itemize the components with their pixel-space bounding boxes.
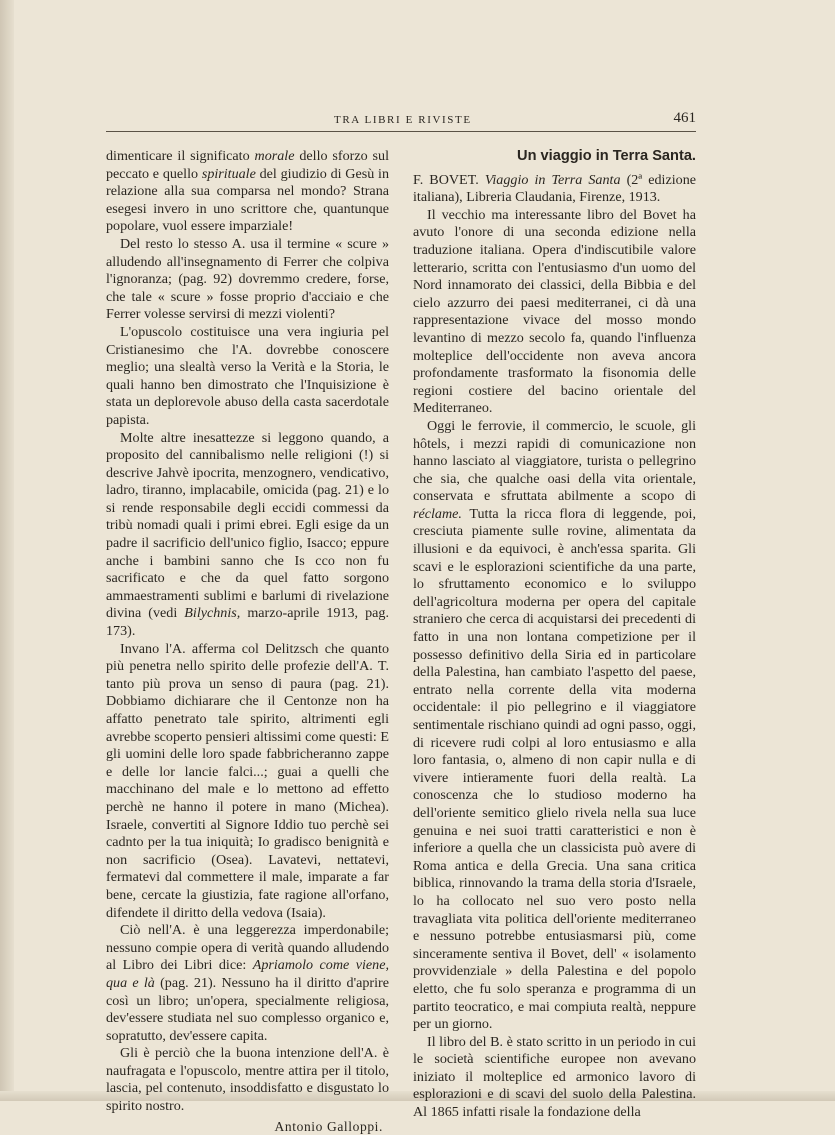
page-left-shadow	[0, 0, 14, 1101]
italic-run: Bilychnis,	[184, 605, 241, 622]
book-citation	[413, 172, 696, 207]
right-paragraph-2	[413, 418, 696, 1034]
text-run: marzo-aprile 1913, pag. 173).	[106, 605, 389, 640]
italic-run: morale	[254, 148, 295, 164]
running-title: TRA LIBRI E RIVISTE	[334, 114, 472, 126]
text-run: Tutta la ricca flora di leggende, poi, cresciuta piamente sulle rovine, alimentata da illusioni e da equivoci, è anch'essa sparita. Gli scavi e le esplorazioni scientifiche da una parte, lo sfruttamento economico e lo sviluppo dell'agricoltura moderna per opera del capitale straniero che cerca di acquistarsi dei precedenti di fatto in una non lontana competizione per il possesso definitivo della Siria ed in particolare della Palestina, han cambiato l'aspetto del paese, entrato nella corrente della vita moderna occidentale: il pio pellegrino e il viaggiatore sentimentale rischiano quindi ad ogni passo, oggi, di ricevere rudi colpi al loro entusiasmo e alla loro fantasia, o, almeno di non capir nulla e di vivere intieramente fuori della realtà. La conoscenza che lo studioso moderno ha dell'oriente semitico glielo rivela nella sua luce genuina e nei suoi tratti caratteristici e non è inferiore a quella che un classicista può avere di Roma antica e della Grecia. Una sana critica biblica, rinnovando la trama della storia d'Israele, lo ha collocato nel suo vero posto nella travagliata vita politica dell'oriente mediterraneo e nessuno potrebbe entusiasmarsi più, come sinceramente sentiva il Bovet, dell' « isolamento provvidenziale » della Palestina e del popolo eletto, che fu solo speranza e programma di un partito teocratico, e mai compiuta realtà, neppure per un giorno.	[413, 505, 696, 1033]
text-run: F. BOVET.	[413, 171, 485, 188]
italic-run: spirituale	[201, 165, 256, 182]
left-paragraph-6	[106, 922, 389, 1045]
right-paragraph-3: Il libro del B. è stato scritto in un periodo in cui le società scientifiche europee non avevano iniziato il molteplice ed armonico lavoro di esplorazioni e di scavi del suolo della Palestina. Al 1865 infatti risale la fondazione della	[413, 1033, 696, 1121]
left-paragraph-3: L'opuscolo costituisce una vera ingiuria pel Cristianesimo che l'A. dovrebbe conoscere meglio; una slealtà verso la Verità e la Storia, le quali hanno ben dimostrato che l'Inquisizione è stata un deplorevole abuso della casta sacerdotale papista.	[106, 323, 389, 428]
left-column	[106, 148, 389, 1135]
italic-run: Apriamolo come viene, qua e là	[106, 957, 389, 991]
text-run: dimenticare il significato	[106, 148, 255, 164]
left-paragraph-2: Del resto lo stesso A. usa il termine « scure » alludendo all'insegnamento di Ferrer che colpiva l'ignoranza; (pag. 92) dovremmo credere, forse, che tale « scure » fosse proprio d'acciaio e che Ferrer volesse servirsi di mezzi violenti?	[106, 235, 389, 323]
right-paragraph-1: Il vecchio ma interessante libro del Bovet ha avuto l'onore di una seconda edizione nella traduzione italiana. Opera d'indiscutibile valore letterario, scritta con l'entusiasmo d'un uomo del Nord innamorato dei classici, della Bibbia e del cielo azzurro dei paesi mediterranei, ci dà una rappresentazione vivace del mosso mondo levantino di mezzo secolo fa, quando l'influenza molteplice dell'occidente non aveva ancora profondamente trasformato la fisonomia delle regioni costiere del bacino orientale del Mediterraneo.	[413, 206, 696, 417]
text-run: (2ª edizione italiana), Libreria Claudania, Firenze, 1913.	[413, 171, 696, 206]
header-rule	[106, 131, 696, 132]
text-run: dello sforzo sul peccato e quello	[106, 148, 389, 182]
italic-run: Viaggio in Terra Santa	[484, 171, 621, 188]
text-run: Molte altre inesattezze si leggono quando, a proposito del cannibalismo nelle religioni (!) si descrive Jahvè ipocrita, menzognero, vendicativo, ladro, tiranno, implacabile, omicida (pag. 21) e lo si rende responsabile degli eccidi commessi da tribù nomadi quali i primi ebrei. Egli esige da un padre il sacrificio dell'unico figlio, Isacco; eppure anche i bambini sanno che Is cco non fu sacrificato e che da quel fatto sorgono ammaestramenti sublimi e barlumi di rivelazione divina (vedi	[106, 429, 389, 622]
right-column	[413, 148, 696, 1122]
left-paragraph-5: Invano l'A. afferma col Delitzsch che quanto più penetra nello spirito delle profezie dell'A. T. tanto più prova un senso di paura (pag. 21). Dobbiamo dichiarare che il Centonze non ha affatto penetrato tale spirito, altrimenti egli avrebbe scoperto pensieri altissimi come questi: E gli uomini delle loro spade fabbricheranno zappe e delle lor lancie falci...; guai a quelli che macchinano del male e lo mettono ad effetto perchè ne hanno il potere in mano (Michea). Israele, convertiti al Signore Iddio tuo perchè sei cadnto per la tua iniquità; Io gradisco benignità e non sacrificio (Osea). Lavatevi, nettatevi, fermatevi dal commettere il male, imparate a far bene, cercate la giustizia, fate ragione all'orfano, difendete il diritto della vedova (Isaia).	[106, 640, 389, 921]
text-run: (pag. 21). Nessuno ha il diritto d'aprire così un libro; un'opera, specialmente religiosa, dev'essere studiata nel suo complesso organico e, sopratutto, dev'essere capita.	[106, 974, 389, 1044]
author-signature: Antonio Galloppi.	[274, 1118, 383, 1134]
text-run: Ciò nell'A. è una leggerezza imperdonabile; nessuno compie opera di verità quando alludendo al Libro dei Libri dice:	[106, 922, 389, 974]
text-run: Oggi le ferrovie, il commercio, le scuole, gli hôtels, i mezzi rapidi di comunicazione non hanno lasciato al viaggiatore, turista o pellegrino che sia, che qualche oasi della vita orientale, conservata e sfruttata abilmente a scopo di	[413, 417, 696, 505]
italic-run: réclame.	[413, 505, 462, 522]
page-number: 461	[673, 110, 696, 126]
text-run: del giudizio di Gesù in relazione alla sua comparsa nel mondo? Strana esegesi invero in uno scrittore che, quantunque popolare, vuol essere imparziale!	[106, 165, 389, 235]
running-header	[106, 110, 696, 132]
left-paragraph-1	[106, 148, 389, 236]
left-paragraph-7: Gli è perciò che la buona intenzione dell'A. è naufragata e l'opuscolo, mentre attira per il titolo, lascia, pel contenuto, insoddisfatto e disgustato lo spirito nostro.	[106, 1045, 389, 1115]
left-paragraph-4	[106, 430, 389, 641]
article-title: Un viaggio in Terra Santa.	[517, 148, 696, 164]
